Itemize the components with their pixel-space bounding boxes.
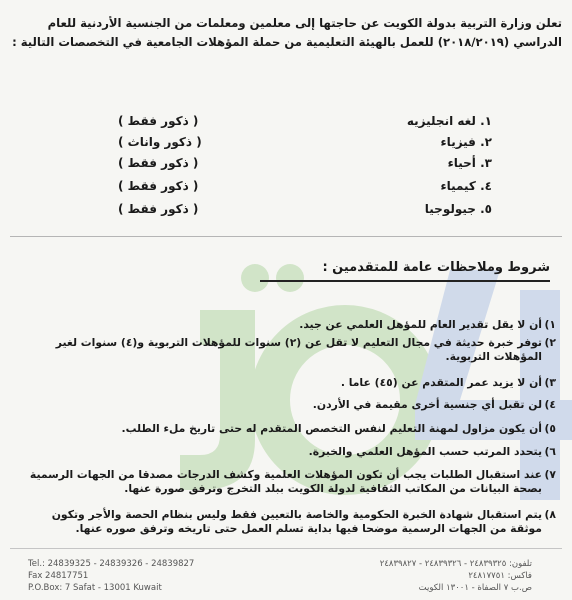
list-item — [22, 422, 556, 436]
condition-number: ٥) — [544, 422, 556, 435]
subjects-list — [0, 114, 572, 224]
condition-text: أن لا يقل تقدير العام للمؤهل العلمي عن جيد. — [299, 318, 542, 331]
subject-name: ٤. كيمياء — [440, 179, 492, 193]
subject-condition: ( ذكور واناث ) — [118, 135, 202, 149]
subject-name: ٢. فيزياء — [440, 135, 492, 149]
subject-name: ٥. جيولوجيا — [424, 202, 492, 216]
footer-fax-ar: فاكس: ٢٤٨١٧٧٥١ — [468, 571, 532, 581]
list-item — [22, 445, 556, 459]
heading-underline — [260, 280, 550, 282]
subject-condition: ( ذكور فقط ) — [118, 156, 199, 170]
list-item — [22, 468, 556, 496]
list-item — [22, 318, 556, 332]
condition-text: عند استقبال الطلبات يجب أن تكون المؤهلات العلمية وكشف الدرجات مصدقا من الجهات الرسمية بصحة البيانات من المكاتب الثقافية لدولة الكويت ببلد التخرج وترفق صورة عنها. — [29, 468, 542, 495]
condition-number: ٦) — [544, 445, 556, 458]
subject-condition: ( ذكور فقط ) — [118, 179, 199, 193]
condition-number: ٣) — [544, 376, 556, 389]
list-item — [0, 156, 572, 176]
footer-tel-ar: تلفون: ٢٤٨٣٩٣٢٥ - ٢٤٨٣٩٣٢٦ - ٢٤٨٣٩٨٢٧ — [379, 559, 532, 569]
condition-text: أن لا يزيد عمر المتقدم عن (٤٥) عاما . — [340, 376, 542, 389]
condition-number: ٧) — [544, 468, 556, 481]
subject-condition: ( ذكور فقط ) — [118, 114, 199, 128]
condition-text: يتحدد المرتب حسب المؤهل العلمي والخبرة. — [308, 445, 542, 458]
footer-pobox-ar: ص.ب ٧ الصفاة - ١٣٠٠١ الكويت — [418, 583, 532, 593]
list-item — [22, 336, 556, 364]
list-item — [22, 508, 556, 536]
condition-text: لن تقبل أي جنسية أخرى مقيمة في الأردن. — [312, 398, 542, 411]
condition-text: أن يكون مزاول لمهنة التعليم لنفس التخصص المتقدم له حتى تاريخ ملء الطلب. — [121, 422, 542, 435]
footer-fax: Fax 24817751 — [28, 571, 89, 581]
condition-text: يتم استقبال شهادة الخبرة الحكومية والخاصة بالتعيين فقط وليس بنظام الحصة والأجر وتكون موثقة من الجهات الرسمية موضحا فيها بداية تسلم العمل حتى تاريخه وترفق صوره عنها. — [51, 508, 542, 535]
announcement-intro: تعلن وزارة التربية بدولة الكويت عن حاجتها إلى معلمين ومعلمات من الجنسية الأردنية للعام الدراسي (٢٠١٨/٢٠١٩) للعمل بالهيئة التعليمية من حملة المؤهلات الجامعية في التخصصات التالية : — [12, 16, 562, 49]
subject-name: ٣. أحياء — [447, 156, 492, 170]
footer-contact-en — [28, 558, 194, 594]
condition-number: ٤) — [544, 398, 556, 411]
list-item — [0, 135, 572, 155]
footer-tel: Tel.: 24839325 - 24839326 - 24839827 — [28, 559, 195, 569]
footer-pobox: P.O.Box: 7 Safat - 13001 Kuwait — [28, 583, 162, 593]
divider — [10, 236, 562, 237]
footer-contact-ar — [380, 558, 532, 594]
condition-number: ٢) — [544, 336, 556, 349]
list-item — [22, 398, 556, 412]
list-item — [0, 114, 572, 134]
list-item — [0, 179, 572, 199]
list-item — [0, 202, 572, 222]
conditions-heading: شروط وملاحظات عامة للمتقدمين : — [322, 260, 550, 275]
condition-number: ٨) — [544, 508, 556, 521]
condition-text: توفر خبرة حديثة في مجال التعليم لا تقل عن (٢) سنوات للمؤهلات التربوية و(٤) سنوات لغير المؤهلات التربوية. — [55, 336, 542, 363]
subject-condition: ( ذكور فقط ) — [118, 202, 199, 216]
list-item — [22, 376, 556, 390]
condition-number: ١) — [544, 318, 556, 331]
subject-name: ١. لغه انجليزيه — [406, 114, 492, 128]
footer-divider — [10, 548, 562, 549]
